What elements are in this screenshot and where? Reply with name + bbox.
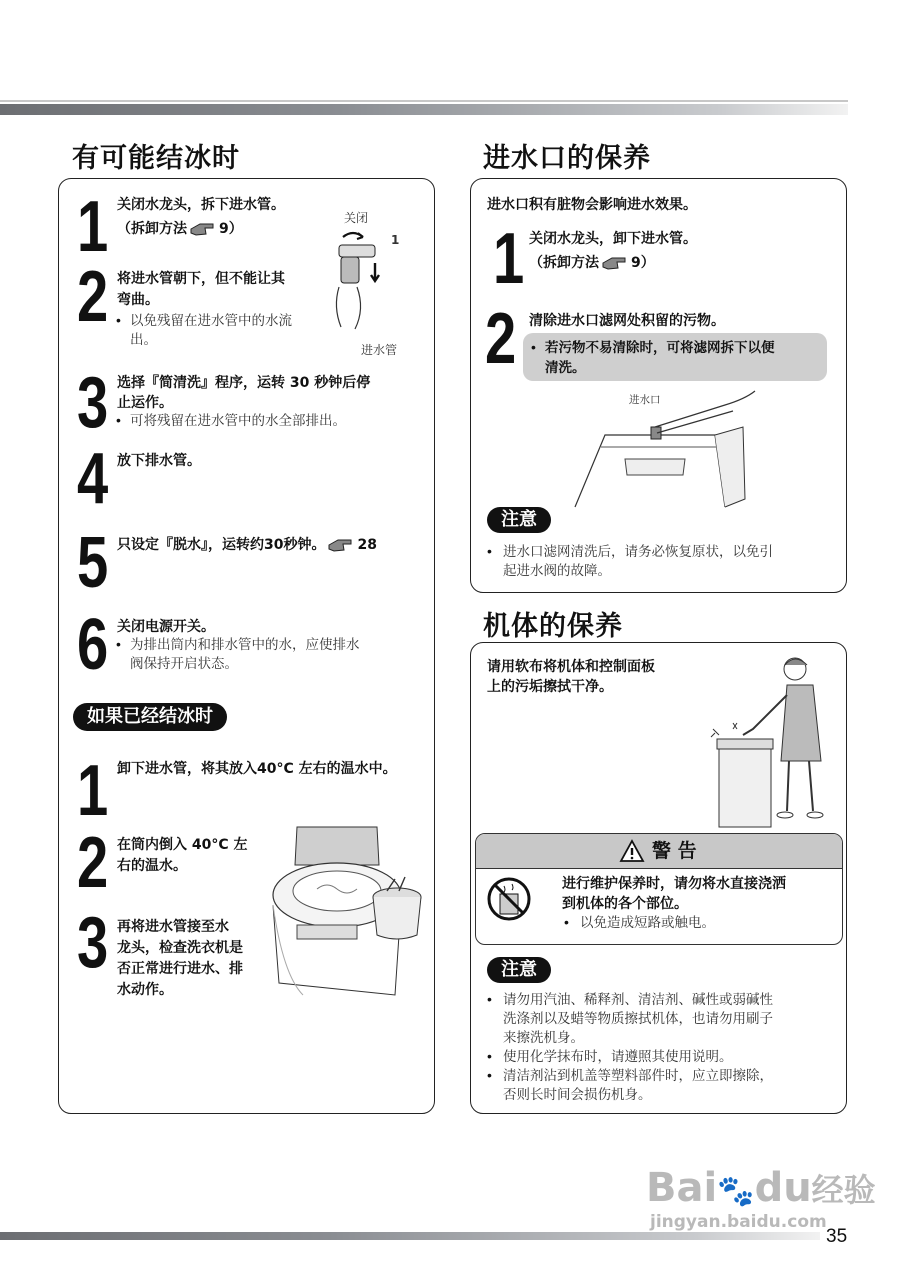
step-number: 2 bbox=[77, 823, 109, 903]
step-text bbox=[117, 535, 377, 559]
figure-label-inlet-pipe: 进水管 bbox=[361, 343, 398, 357]
frost-steps-panel bbox=[58, 178, 435, 1114]
step-text: 选择『简清洗』程序，运转 30 秒钟后停 bbox=[117, 375, 371, 391]
step-text: 止运作。 bbox=[117, 395, 173, 411]
ref-page: 28 bbox=[357, 537, 377, 553]
bottom-gradient-bar bbox=[0, 1232, 820, 1240]
bullet: • bbox=[487, 1067, 492, 1083]
page-number: 35 bbox=[826, 1226, 848, 1247]
caution-label: 注意 bbox=[487, 507, 551, 533]
pointing-hand-icon bbox=[602, 255, 628, 277]
pointing-hand-icon bbox=[328, 537, 354, 559]
step-note: 可将残留在进水管中的水全部排出。 bbox=[130, 413, 346, 429]
ref-prefix: （拆卸方法 bbox=[117, 221, 187, 237]
step-note: 为排出筒内和排水管中的水，应使排水 bbox=[130, 637, 360, 653]
bullet: • bbox=[116, 636, 121, 652]
body-care-panel bbox=[470, 642, 847, 1114]
bullet: • bbox=[564, 914, 569, 930]
step-number: 3 bbox=[77, 363, 109, 443]
step-text: 否正常进行进水、排 bbox=[117, 961, 243, 977]
watermark-paw-icon: 🐾 bbox=[717, 1174, 755, 1209]
caution-text: 来擦洗机身。 bbox=[503, 1030, 584, 1046]
step-note: 若污物不易清除时，可将滤网拆下以便 bbox=[545, 340, 775, 356]
step-text: 水动作。 bbox=[117, 982, 173, 998]
step-text: 弯曲。 bbox=[117, 292, 159, 308]
figure-label-inlet: 进水口 bbox=[629, 394, 661, 406]
warning-text: 进行维护保养时，请勿将水直接浇洒 bbox=[562, 876, 786, 892]
step-text: 龙头，检查洗衣机是 bbox=[117, 940, 243, 956]
ref-page: 9） bbox=[631, 255, 655, 271]
bullet: • bbox=[116, 312, 121, 328]
step-number: 2 bbox=[485, 299, 517, 379]
ref-prefix: （拆卸方法 bbox=[529, 255, 599, 271]
watermark-url: jingyan.baidu.com bbox=[650, 1212, 827, 1232]
step-text: 卸下进水管，将其放入40°C 左右的温水中。 bbox=[117, 761, 397, 777]
bullet: • bbox=[487, 543, 492, 559]
step-text: 在筒内倒入 40°C 左 bbox=[117, 837, 248, 853]
caution-label: 注意 bbox=[487, 957, 551, 983]
step-text: 关闭水龙头，拆下进水管。 bbox=[117, 197, 285, 213]
caution-text: 清洁剂沾到机盖等塑料部件时，应立即擦除， bbox=[503, 1068, 773, 1084]
caution-text: 否则长时间会损伤机身。 bbox=[503, 1087, 652, 1103]
body-intro: 请用软布将机体和控制面板 bbox=[487, 659, 655, 675]
step-text: 放下排水管。 bbox=[117, 453, 201, 469]
caution-text: 请勿用汽油、稀释剂、清洁剂、碱性或弱碱性 bbox=[503, 992, 773, 1008]
step-text: 关闭水龙头，卸下进水管。 bbox=[529, 231, 697, 247]
step-number: 6 bbox=[77, 605, 109, 685]
inlet-intro: 进水口积有脏物会影响进水效果。 bbox=[487, 197, 697, 213]
warning-box bbox=[475, 833, 843, 945]
bullet: • bbox=[531, 339, 536, 355]
step-number: 1 bbox=[77, 751, 109, 831]
step-note: 出。 bbox=[130, 332, 157, 348]
caution-text: 进水口滤网清洗后，请务必恢复原状，以免引 bbox=[503, 544, 773, 560]
top-gradient-bar bbox=[0, 104, 848, 115]
caution-text: 使用化学抹布时，请遵照其使用说明。 bbox=[503, 1049, 733, 1065]
warning-triangle-icon bbox=[620, 840, 644, 862]
step-text-main: 只设定『脱水』，运转约30秒钟。 bbox=[117, 537, 326, 553]
warning-note: 以免造成短路或触电。 bbox=[580, 915, 715, 931]
body-section-title: 机体的保养 bbox=[483, 611, 623, 642]
pointing-hand-icon bbox=[190, 221, 216, 243]
warning-text: 到机体的各个部位。 bbox=[562, 896, 688, 912]
step-number: 1 bbox=[493, 219, 525, 299]
step-note: 阀保持开启状态。 bbox=[130, 656, 238, 672]
washer-with-bucket-illustration bbox=[267, 825, 429, 1000]
figure-label-close: 关闭 bbox=[344, 211, 369, 225]
watermark-logo: Bai🐾du经验 bbox=[646, 1165, 876, 1211]
step-number: 1 bbox=[77, 187, 109, 267]
bullet: • bbox=[487, 991, 492, 1007]
faucet-illustration bbox=[329, 227, 389, 342]
step-text bbox=[117, 219, 243, 243]
step-text: 关闭电源开关。 bbox=[117, 619, 215, 635]
left-section-title: 有可能结冰时 bbox=[72, 143, 240, 174]
body-intro: 上的污垢擦拭干净。 bbox=[487, 679, 613, 695]
step-text: 右的温水。 bbox=[117, 858, 187, 874]
step-number: 2 bbox=[77, 257, 109, 337]
step-number: 3 bbox=[77, 903, 109, 983]
inlet-filter-illustration bbox=[565, 387, 755, 512]
step-text: 再将进水管接至水 bbox=[117, 919, 229, 935]
step-note: 清洗。 bbox=[545, 360, 586, 376]
warning-title: 警 告 bbox=[652, 840, 697, 862]
step-number: 4 bbox=[77, 439, 109, 519]
inlet-section-title: 进水口的保养 bbox=[483, 143, 651, 174]
no-water-splash-icon bbox=[486, 876, 532, 922]
step-text: 清除进水口滤网处积留的污物。 bbox=[529, 313, 725, 329]
woman-wiping-washer-illustration bbox=[703, 651, 833, 831]
step-number: 5 bbox=[77, 523, 109, 603]
top-rule bbox=[0, 100, 848, 102]
step-note: 以免残留在进水管中的水流 bbox=[130, 313, 292, 329]
caution-text: 洗涤剂以及蜡等物质擦拭机体，也请勿用刷子 bbox=[503, 1011, 773, 1027]
step-text: 将进水管朝下，但不能让其 bbox=[117, 271, 285, 287]
frozen-section-label: 如果已经结冰时 bbox=[73, 703, 227, 731]
inlet-care-panel bbox=[470, 178, 847, 593]
ref-page: 9） bbox=[219, 221, 243, 237]
caution-text: 起进水阀的故障。 bbox=[503, 563, 611, 579]
figure-label-1: 1 bbox=[391, 233, 400, 247]
step-text bbox=[529, 253, 655, 277]
bullet: • bbox=[116, 412, 121, 428]
bullet: • bbox=[487, 1048, 492, 1064]
